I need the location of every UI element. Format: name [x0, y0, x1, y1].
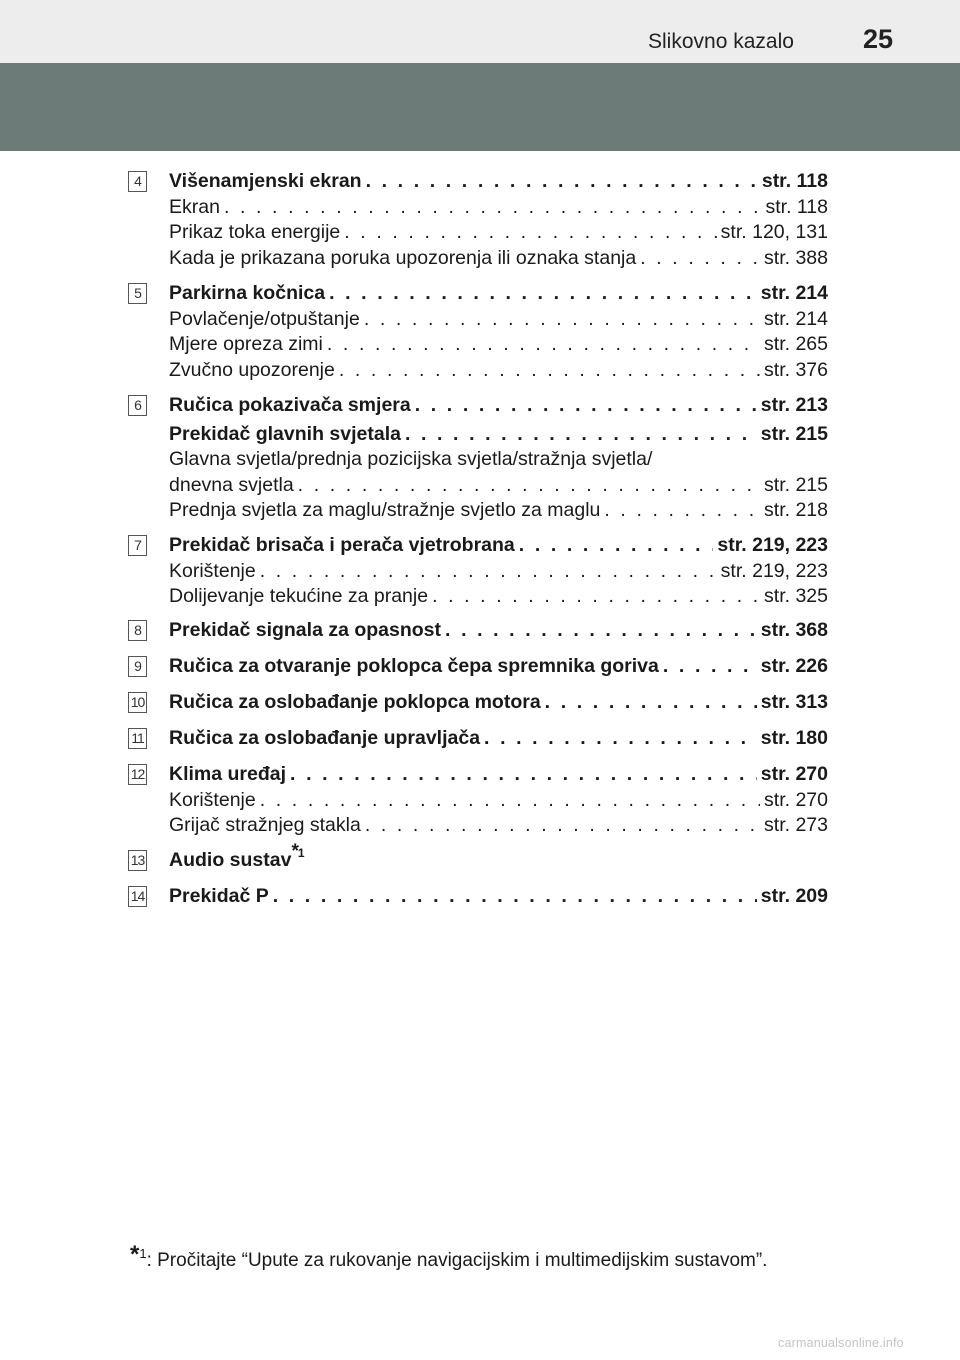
callout-number: 7: [128, 535, 147, 556]
toc-subitem: [169, 195, 828, 221]
callout-number: 10: [128, 692, 147, 713]
toc-label: Klima uređaj: [169, 763, 287, 785]
header-band: [0, 63, 960, 151]
page-reference: str. 209: [760, 885, 828, 907]
toc-label: Korištenje: [169, 788, 256, 811]
toc-heading: [169, 725, 828, 753]
toc-subitem: [169, 584, 828, 610]
page-reference: str. 120, 131: [720, 221, 828, 244]
dot-leader: [519, 532, 714, 560]
toc-entry: [128, 280, 828, 383]
footnote-mark: *: [130, 1241, 140, 1268]
callout-number: 5: [128, 283, 147, 304]
page-reference: str. 219, 223: [720, 559, 828, 582]
toc-label: Prekidač P: [169, 885, 269, 907]
toc-subitem: [169, 358, 828, 384]
toc-label: Ekran: [169, 195, 220, 218]
page-reference: str. 218: [764, 499, 828, 522]
toc-label: Prikaz toka energije: [169, 221, 341, 244]
page-reference: str. 368: [760, 619, 828, 641]
toc-subitem: [169, 498, 828, 524]
page-reference: str. 270: [764, 788, 828, 811]
toc-subitem: [169, 559, 828, 585]
toc-label: Zvučno upozorenje: [169, 358, 335, 381]
toc-entry: [128, 532, 828, 610]
page-reference: str. 226: [760, 655, 828, 677]
footnote-ref-mark: *: [291, 841, 299, 862]
toc-heading: [169, 653, 828, 681]
page-reference: str. 313: [760, 691, 828, 713]
toc-heading: [169, 280, 828, 308]
toc-subitem: [169, 332, 828, 358]
dot-leader: [545, 689, 757, 717]
page-reference: str. 376: [764, 358, 828, 381]
callout-number: 6: [128, 395, 147, 416]
toc-label: Prekidač brisača i perača vjetrobrana: [169, 534, 515, 556]
page-reference: str. 388: [764, 246, 828, 269]
toc-entry: [128, 725, 828, 753]
dot-leader: [415, 392, 757, 420]
callout-number: 9: [128, 656, 147, 677]
toc-entry: [128, 168, 828, 271]
toc-label: Ručica za oslobađanje upravljača: [169, 727, 481, 749]
page-reference: str. 219, 223: [717, 534, 828, 556]
toc-label: Korištenje: [169, 559, 256, 582]
toc-entry: [128, 392, 828, 524]
dot-leader: [432, 584, 760, 610]
toc-subitem: [169, 307, 828, 333]
callout-number: 13: [128, 850, 147, 871]
footnote-number: 1: [139, 1246, 147, 1261]
callout-number: 11: [128, 728, 147, 749]
toc-subitem: [169, 788, 828, 814]
dot-leader: [327, 332, 760, 358]
toc-heading: [169, 532, 828, 560]
toc-subitem: [169, 246, 828, 272]
toc-subitem: [169, 813, 828, 839]
page-reference: str. 213: [760, 394, 828, 416]
toc-label: Dolijevanje tekućine za pranje: [169, 585, 429, 608]
dot-leader: [329, 280, 757, 308]
toc-heading: [169, 168, 828, 196]
dot-leader: [290, 761, 757, 789]
toc-label: Višenamjenski ekran: [169, 170, 362, 192]
dot-leader: [640, 246, 760, 272]
toc-label: Ručica za otvaranje poklopca čepa spremnika goriva: [169, 655, 659, 677]
toc-label: Audio sustav: [169, 849, 292, 871]
toc-entry: [128, 841, 828, 875]
watermark: carmanualsonline.info: [778, 1336, 904, 1350]
toc-heading: [169, 421, 828, 449]
toc-label: Glavna svjetla/prednja pozicijska svjetla/stražnja svjetla/: [169, 448, 653, 470]
toc-heading: [169, 883, 828, 911]
dot-leader: [405, 421, 757, 449]
page-header: [0, 0, 960, 63]
page-reference: str. 214: [760, 282, 828, 304]
toc-entry: [128, 617, 828, 645]
toc-heading: [169, 617, 828, 645]
callout-number: 14: [128, 886, 147, 907]
dot-leader: [366, 168, 758, 196]
toc-heading: [169, 392, 828, 420]
toc-subitem: [169, 473, 828, 499]
toc-subitem: [169, 220, 828, 246]
page-reference: str. 325: [764, 585, 828, 608]
dot-leader: [273, 883, 757, 911]
footnote: [130, 1241, 768, 1272]
page-reference: str. 273: [764, 814, 828, 837]
callout-number: 4: [128, 171, 147, 192]
dot-leader: [364, 307, 760, 333]
dot-leader: [260, 788, 760, 814]
page-reference: str. 118: [765, 195, 828, 218]
dot-leader: [663, 653, 757, 681]
toc-label: Prednja svjetla za maglu/stražnje svjetlo za maglu: [169, 499, 601, 522]
toc-label: Mjere opreza zimi: [169, 333, 323, 356]
toc-heading: [169, 761, 828, 789]
dot-leader: [260, 559, 717, 585]
page-reference: str. 215: [764, 473, 828, 496]
toc-label: Ručica pokazivača smjera: [169, 394, 411, 416]
callout-number: 8: [128, 620, 147, 641]
toc-label: Grijač stražnjeg stakla: [169, 814, 361, 837]
dot-leader: [604, 498, 760, 524]
section-title: Slikovno kazalo: [648, 30, 794, 53]
page-reference: str. 214: [764, 307, 828, 330]
toc-label: Povlačenje/otpuštanje: [169, 307, 360, 330]
page-reference: str. 215: [760, 422, 828, 445]
toc-entry: [128, 883, 828, 911]
toc-subitem: [169, 447, 828, 473]
toc-label: Ručica za oslobađanje poklopca motora: [169, 691, 541, 713]
toc-heading: [169, 841, 828, 875]
page-reference: str. 265: [764, 333, 828, 356]
dot-leader: [484, 725, 757, 753]
toc-entry: [128, 689, 828, 717]
toc-entry: [128, 653, 828, 681]
page-reference: str. 270: [760, 763, 828, 785]
footnote-ref-number: 1: [297, 846, 305, 860]
dot-leader: [339, 358, 760, 384]
dot-leader: [365, 813, 760, 839]
toc-heading: [169, 689, 828, 717]
page-reference: str. 180: [760, 727, 828, 749]
toc-entry: [128, 761, 828, 839]
page-number: 25: [863, 24, 894, 54]
toc-label: Prekidač signala za opasnost: [169, 619, 442, 641]
dot-leader: [445, 617, 757, 645]
toc-label: Kada je prikazana poruka upozorenja ili oznaka stanja: [169, 246, 637, 269]
toc-label: Parkirna kočnica: [169, 282, 326, 304]
dot-leader: [344, 220, 716, 246]
footnote-text: : Pročitajte “Upute za rukovanje navigacijskim i multimedijskim sustavom”.: [146, 1250, 768, 1271]
toc-label: dnevna svjetla: [169, 473, 294, 496]
dot-leader: [298, 473, 760, 499]
dot-leader: [224, 195, 762, 221]
toc-label: Prekidač glavnih svjetala: [169, 422, 401, 445]
page-reference: str. 118: [761, 170, 828, 192]
callout-number: 12: [128, 764, 147, 785]
